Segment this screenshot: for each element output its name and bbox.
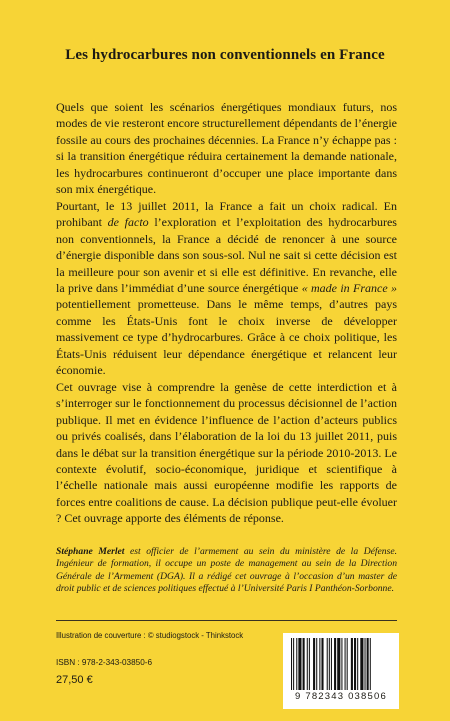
de-facto-italic: de facto <box>107 215 149 230</box>
paragraph-decision <box>56 198 397 378</box>
paragraph-decision-part1: Pourtant, le 13 juillet 2011, la France a fait un choix radical. En prohibant <box>56 199 397 230</box>
paragraph-purpose <box>56 379 397 527</box>
author-bio-text: est officier de l’armement au sein du ministère de la Défense. Ingénieur de formation, il occupe un poste de management au sein de la Direction Générale de l’Armement (DGA). Il a rédigé cet ouvrage à l’occasion d’un master de droit public et de sciences politiques effectué à l’Université Paris I Panthéon-Sorbonne. <box>56 546 397 595</box>
book-title: Les hydrocarbures non conventionnels en France <box>65 47 385 63</box>
barcode <box>283 633 399 709</box>
author-name: Stéphane Merlet <box>56 546 125 557</box>
paragraph-intro-text: Quels que soient les scénarios énergétiques mondiaux futurs, nos modes de vie resteront encore structurellement dépendants de l’énergie fossile au cours des prochaines décennies. La France n’y échappe pas : si la transition énergétique réduira certainement la demande nationale, les hydrocarbures continueront d’occuper une place importante dans son mix énergétique. <box>56 100 397 197</box>
made-in-france-italic: « made in France » <box>301 281 397 296</box>
paragraph-decision-part3: potentiellement prometteuse. Dans le même temps, d’autres pays comme les États-Unis font le choix inverse de développer massivement ce type d’hydrocarbures. Grâce à ce choix politique, les États-Unis réduisent leur dépendance énergétique et relancent leur économie. <box>56 297 397 378</box>
barcode-digits: 9 782343 038506 <box>295 691 387 702</box>
cover-illustration-credit: Illustration de couverture : © studiogstock - Thinkstock <box>56 631 244 640</box>
isbn-number: ISBN : 978-2-343-03850-6 <box>56 658 153 667</box>
paragraph-decision-part2: l’exploration et l’exploitation des hydrocarbures non conventionnels, la France a décidé de renoncer à une source d’énergie disponible dans son sous-sol. Nul ne sait si cette décision est la meilleure pour son avenir et si elle est définitive. En revanche, elle la prive dans l’immédiat d’une source énergétique <box>56 215 397 296</box>
price: 27,50 € <box>56 674 93 686</box>
paragraph-purpose-text: Cet ouvrage vise à comprendre la genèse de cette interdiction et à s’interroger sur le fonctionnement du processus décisionnel de l’action publique. Il met en évidence l’influence de l’action d’acteurs publics ou privés coalisés, dans l’élaboration de la loi du 13 juillet 2011, puis dans le débat sur la transition énergétique sur la période 2010-2013. Le contexte évolutif, socio-économique, juridique et scientifique à l’échelle nationale mais aussi européenne modifie les rapports de forces entre coalitions de cause. La décision publique peut-elle évoluer ? Cet ouvrage apporte des éléments de réponse. <box>56 380 398 526</box>
divider-rule <box>56 620 397 621</box>
barcode-bars-icon <box>289 638 393 690</box>
paragraph-intro <box>56 99 397 197</box>
paragraph-decision-text <box>56 198 397 378</box>
author-bio <box>56 546 397 596</box>
